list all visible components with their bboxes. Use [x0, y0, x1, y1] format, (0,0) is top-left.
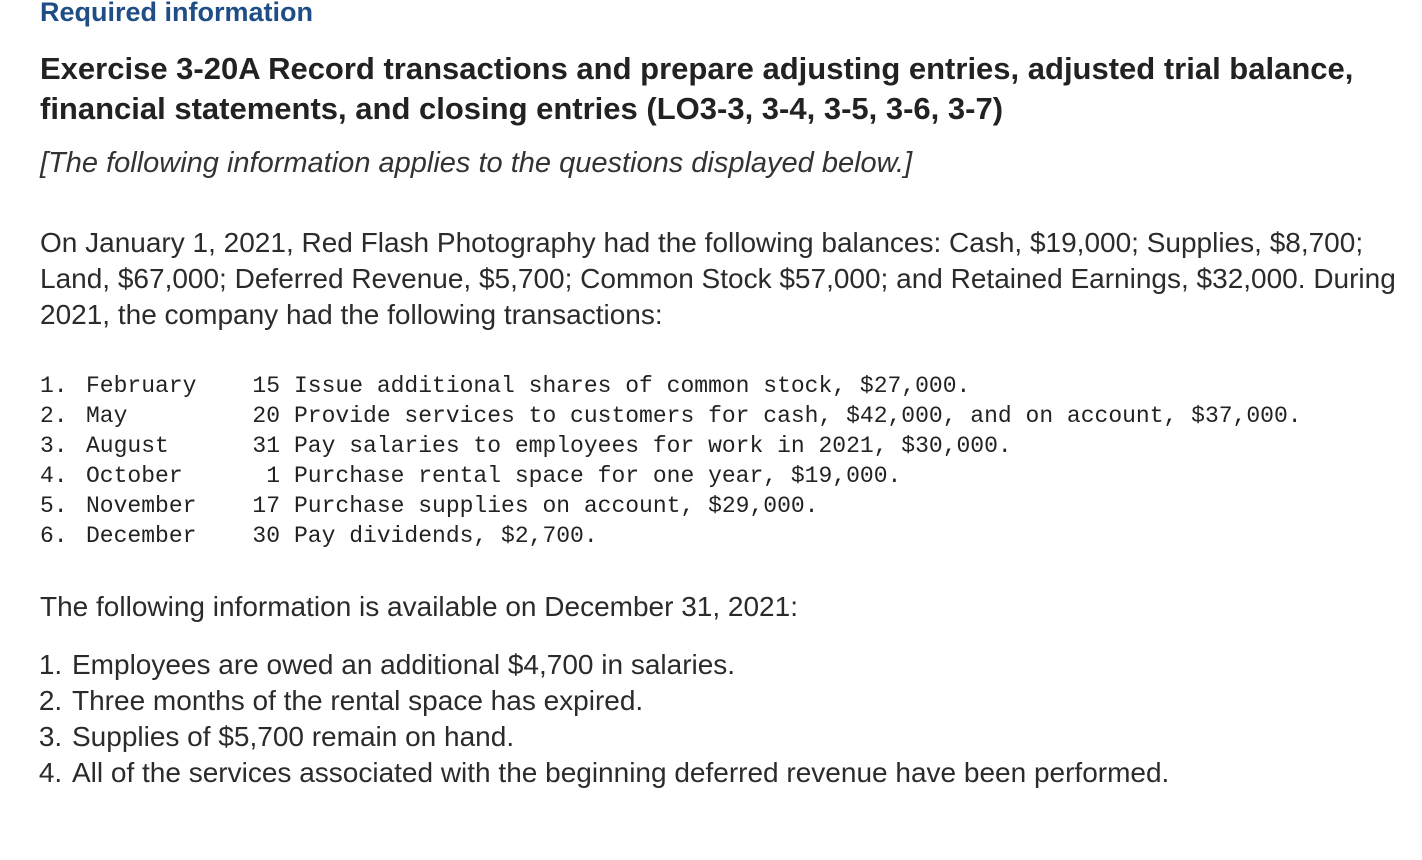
transaction-number: 4. [40, 463, 68, 489]
info-note: [The following information applies to the questions displayed below.] [40, 147, 913, 179]
transaction-month: February [86, 373, 197, 399]
transaction-number: 6. [40, 523, 68, 549]
transaction-day: 1 [266, 463, 280, 489]
question-content [40, 0, 1410, 791]
transaction-description: Purchase rental space for one year, $19,000. [294, 463, 902, 489]
transaction-description: Pay dividends, $2,700. [294, 523, 598, 549]
list-item: 4. All of the services associated with the beginning deferred revenue have been performed. [70, 755, 1410, 791]
transaction-day: 20 [252, 403, 280, 429]
table-row [40, 491, 1304, 521]
transaction-description: Pay salaries to employees for work in 2021, $30,000. [294, 433, 1012, 459]
transaction-month: December [86, 523, 197, 549]
transaction-number: 2. [40, 403, 68, 429]
table-row [40, 371, 1304, 401]
transaction-number: 1. [40, 373, 68, 399]
transaction-month: August [86, 433, 169, 459]
available-info-heading: The following information is available on December 31, 2021: [40, 591, 798, 622]
required-info-heading: Required information [40, 0, 314, 27]
list-item: 2. Three months of the rental space has expired. [70, 683, 1410, 719]
transaction-day: 31 [252, 433, 280, 459]
exercise-title: Exercise 3-20A Record transactions and prepare adjusting entries, adjusted trial balance, financial statements, and closing entries (LO3-3, 3-4, 3-5, 3-6, 3-7) [40, 51, 1354, 126]
table-row [40, 461, 1304, 491]
transaction-month: October [86, 463, 183, 489]
transactions-table [40, 371, 1304, 551]
transaction-month: November [86, 493, 197, 519]
transaction-month: May [86, 403, 128, 429]
table-row [40, 401, 1304, 431]
adjustments-list [40, 647, 1410, 791]
transaction-number: 3. [40, 433, 68, 459]
transaction-number: 5. [40, 493, 68, 519]
list-item: 1. Employees are owed an additional $4,700 in salaries. [70, 647, 1410, 683]
transaction-day: 30 [252, 523, 280, 549]
table-row [40, 521, 1304, 551]
transaction-day: 17 [252, 493, 280, 519]
transaction-description [294, 401, 1304, 431]
transaction-description: Purchase supplies on account, $29,000. [294, 493, 819, 519]
transaction-description: Issue additional shares of common stock, $27,000. [294, 373, 971, 399]
transaction-description-text: Provide services to customers for cash, $42,000, and on account, $37,000. [294, 403, 1302, 429]
transaction-day: 15 [252, 373, 280, 399]
intro-paragraph: On January 1, 2021, Red Flash Photography had the following balances: Cash, $19,000; Supplies, $8,700; Land, $67,000; Deferred Revenue, $5,700; Common Stock $57,000; and Retained Earnings, $32,000. During 2021, the company had the following transactions: [40, 227, 1396, 330]
table-row [40, 431, 1304, 461]
list-item: 3. Supplies of $5,700 remain on hand. [70, 719, 1410, 755]
